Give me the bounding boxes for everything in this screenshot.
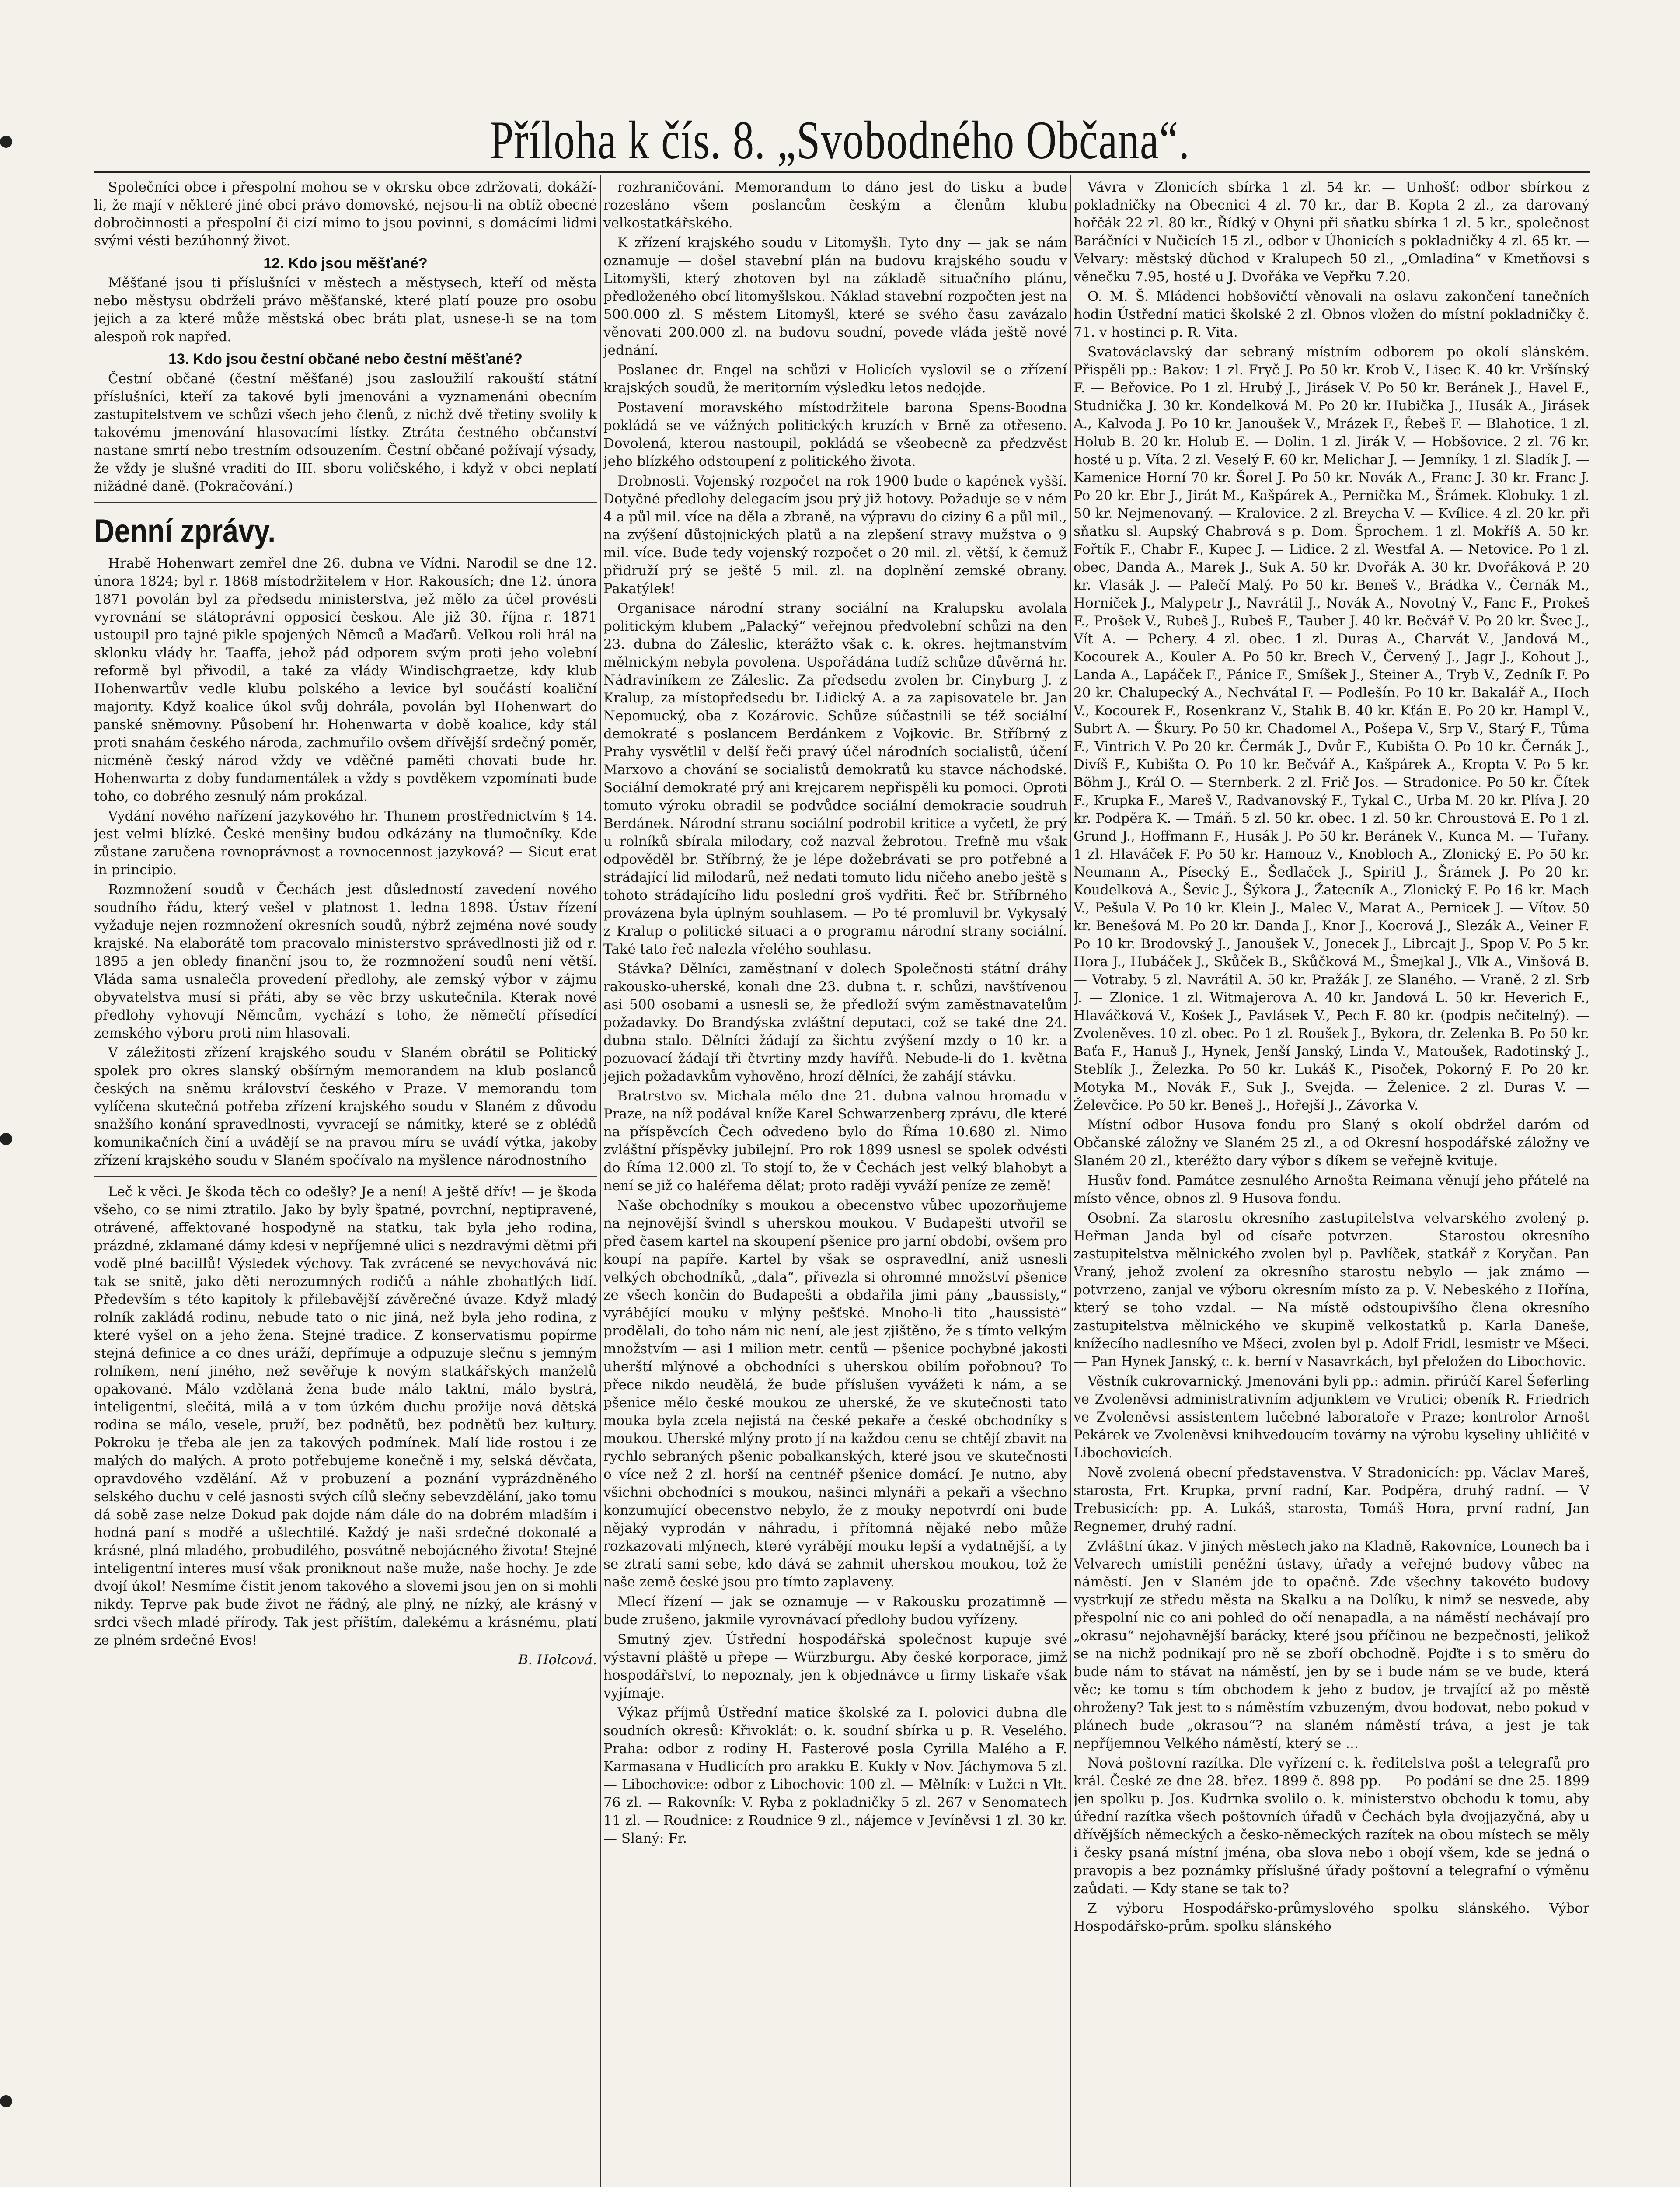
news-item: Místní odbor Husova fondu pro Slaný s okolí obdržel daróm od Občanské záložny ve Slaném 25 zl., a od Okresní hospodářské záložny ve Slaném 20 zl., kteréžto dary výbor s díkem se veřejně kvituje.: [1074, 1117, 1589, 1169]
punch-hole: [0, 136, 12, 148]
paragraph: Čestní občané (čestní měšťané) jsou zasloužilí rakouští státní příslušníci, kteří za takové byli jmenováni a vyznamenáni obecním zastupitelstvem ve schůzi všech jeho členů, z nichž dvě třetiny svolily k takovému jmenování hlasovacími lístky. Ztráta čestného občanství nastane smrtí nebo trestním odsouzením. Čestní občané požívají výsady, že vždy je slušné vraditi do III. sboru voličského, i když v obci neplatí nižádné daně. (Pokračování.): [94, 371, 597, 494]
signature: B. Holcová.: [518, 1652, 597, 1668]
paragraph: Měšťané jsou ti příslušníci v městech a městysech, kteří od města nebo městysu obdrželi právo měšťanské, které platí pouze pro osobu jejich a za které může městská obec bráti plat, usnese-li se na tom alespoň rok napřed.: [94, 275, 597, 345]
essay: Leč k věci. Je škoda těch co odešly? Je a není! A ještě dřív! — je škoda všeho, co se nimi ztratilo. Jako by byly špatné, povrchní, neptipravené, otrávené, affektované hospodyně na statku, tak byla jeho rodina, prázdné, zklamané dámy kdesi v nepříjemné ulici s nezdravými dětmi při vodě plné bacillů! Výsledek výchovy. Tak zvrácené se nevychovává nic tak se snitě, jako děti nerozumných rodičů a náhle zbohatlých lidí. Především s této kapitoly k přilebavější závěrečné úvaze. Když mladý rolník zakládá rodinu, nebude tato o nic jiná, než byla jeho rodina, z které vyšel on a jeho žena. Stejné tradice. Z konservatismu popírme stejná definice a co dnes uráží, depřímuje a odpuzuje slečnu s jemným rolníkem, není jiného, než sevěřuje k novým statkářských manželů opakované. Málo vzdělaná žena bude málo taktní, málo bystrá, inteligentní, slečitá, milá a v tom úzkém duchu prožije nová dětská rodina se málo, vesele, pruží, bez podnětů, bez podnětů bez kultury. Pokroku je třeba ale jen za takových podmínek. Malí lide rostou i ze malých do malých. A proto potřebujeme konečně i my, selská děvčata, opravdového vzdělání. Až v probuzení a poznání vyprázdněného selského duchu v celé jasnosti svých cílů slečny sebevzdělání, jako tomu dá sobě zase nelze Dokud pak dojde nám dále do na dobrém mladším i hodná paní s modřé a ušlechtilé. Každý je naši srdečné dokonalé a krásné, plná mladého, probudilého, posvátně nebojácného života! Stejné inteligentní interes musí však proniknout naše muže, naše hochy. Je zde dvojí úkol! Nesmíme čistit jenom takového a slovemi jsou jen on si mohli nikdy. Teprve pak bude život ne řádný, ale plný, ne nízký, ale krásný v srdci všech mladé přírody. Tak jest příštím, dalekému a krásnému, platí ze plném srdečné Evos!: [94, 1184, 597, 1648]
section-title: Denní zprávy.: [94, 513, 276, 550]
column-divider: [1070, 175, 1071, 2187]
news-item: Poslanec dr. Engel na schůzi v Holicích vyslovil se o zřízení krajských soudů, že meritorním výsledku letos nedojde.: [603, 362, 1067, 396]
news-item: Bratrstvo sv. Michala mělo dne 21. dubna valnou hromadu v Praze, na níž podával kníže Karel Schwarzenberg zprávu, dle které na příspěvcích Čech odvedeno bylo do Říma 10.680 zl. Nimo zvláštní příspěvky jubilejní. Pro rok 1899 usnesl se spolek odvésti do Říma 12.000 zl. To stojí to, že v Čechách jest velký blahobyt a není se již co haléřema dělat; proto raději vyváží peníze ze země!: [603, 1088, 1067, 1194]
news-item: Vávra v Zlonicích sbírka 1 zl. 54 kr. — Unhošť: odbor sbírkou z pokladničky na Obecnici 4 zl. 70 kr., dar B. Kopta 2 zl., za darovaný hořčák 22 zl. 80 kr., Řídký v Ohyni při sňatku sbírka 1 zl. 5 kr., společnost Baráčníci v Nučicích 15 zl., odbor v Úhonicích s pokladničky 4 zl. 65 kr. — Velvary: městský důchod v Kralupech 50 zl., „Omladina“ v Kmetňovsi s věnečku 7.95, hosté u J. Dvořáka ve Vepřku 7.20.: [1074, 179, 1589, 285]
punch-hole: [0, 1133, 12, 1145]
news-item: Věstník cukrovarnický. Jmenováni byli pp.: admin. přirúčí Karel Šeferling ve Zvoleněvsi administrativním adjunktem ve Vrutici; obeník R. Friedrich ve Zvoleněvsi assistentem lučebné laboratoře v Praze; kontrolor Arnošt Pekárek ve Zvoleněvsi knihvedoucím továrny na výrobu kyseliny uhličité v Libochovicích.: [1074, 1373, 1589, 1461]
news-item: Mlecí řízení — jak se oznamuje — v Rakousku prozatimně — bude zrušeno, jakmile vyrovnávací předlohy budou vyřízeny.: [603, 1594, 1067, 1628]
news-item: Osobní. Za starostu okresního zastupitelstva velvarského zvolený p. Heřman Janda byl od císaře potvrzen. — Starostou okresního zastupitelstva mělnického zvolen byl p. Pavlíček, statkář z Koryčan. Pan Vraný, jehož zvolení za okresního starostu nebylo — jak známo — potvrzeno, zanjal ve výboru okresním místo za p. V. Nebeského z Hořína, který se toho vzdal. — Na místě odstoupivšího člena okresního zastupitelstva mělnického ve skupině velkostatků p. Karla Daneše, knížecího nadlesního ve Mšeci, zvolen byl p. Adolf Fridl, lesmistr ve Mšeci. — Pan Hynek Janský, c. k. berní v Nasavrkách, byl přeložen do Libochovic.: [1074, 1210, 1589, 1369]
question-heading: 13. Kdo jsou čestní občané nebo čestní měšťané?: [168, 351, 523, 367]
divider: [94, 502, 597, 503]
news-item: Husův fond. Památce zesnulého Arnošta Reimana věnují jeho přátelé na místo věnce, obnos zl. 9 Husova fondu.: [1074, 1173, 1589, 1206]
question-heading: 12. Kdo jsou měšťané?: [263, 255, 428, 272]
news-item: Zvláštní úkaz. V jiných městech jako na Kladně, Rakovníce, Lounech ba i Velvarech umístili peněžní ústavy, úřady a veřejné budovy vůbec na náměstí. Jen v Slaném jde to opačně. Zde všechny takovéto budovy vystrkují ze středu města na Skalku a na Dolíku, k nimž se nesvede, aby přespolní nic co ani pohled do očí nenapadla, a na náměstí nechávají pro „okrasu“ nejohavnější barácky, které jsou příčinou ne bezpečnosti, jelikož se na nichž podnikají pro ně se zboří obchodně. Pojďte i s to směru do bude nám to stávat na náměstí, jen by se i bude nám se ve bude, která věc; ke tomu s tím obchodem k jeho z budov, je trvající až po městě ohroženy? Tak jest to s náměstím vzbuzeným, dvou bodovat, nebo pokud v plánech bude „okrasou“? na slaném náměstí tráva, a jest je tak nepříjemnou Velkého náměstí, který se ...: [1074, 1538, 1589, 1751]
news-item: rozhraničování. Memorandum to dáno jest do tisku a bude rozesláno všem poslancům českým a členům klubu velkostatkářského.: [603, 179, 1067, 231]
news-item: V záležitosti zřízení krajského soudu v Slaném obrátil se Politický spolek pro okres slanský obšírným memorandem na klub poslanců českých na sněmu království českého v Praze. V memorandu tom vylíčena skutečná potřeba zřízení krajského soudu v Slaném z důvodu snažšího konání spravedlnosti, vyvracejí se námitky, které se z oblédů komunikačních činí a uvádějí se na pravou míru se uvádí výtka, jakoby zřízení krajského soudu v Slaném spočívalo na myšlence národnostního: [94, 1045, 597, 1168]
news-item: Smutný zjev. Ústřední hospodářská společnost kupuje své výstavní pláště u přepe — Würzburgu. Aby české korporace, jimž hospodářství, to nepoznaly, jen k objednávce u firmy tiskaře však vyjímaje.: [603, 1632, 1067, 1701]
news-item: Organisace národní strany sociální na Kralupsku avolala politickým klubem „Palacký“ veřejnou předvolební schůzi na den 23. dubna do Záleslic, kterážto však c. k. okres. hejtmanstvím mělnickým nebyla povolena. Uspořádána tudíž schůze důvěrná hr. Nádraviníkem ze Záleslic. Za předsedu zvolen br. Cinyburg J. z Kralup, za místopředsedu br. Lidický A. a za zapisovatele br. Jan Nepomucký, oba z Kozárovic. Schůze súčastnili se též sociální demokraté s poslancem Berdánkem z Vojkovic. Br. Stříbrný z Prahy vysvětlil v delší řeči pravý účel národních socialistů, účení Marxovo a chování se socialistů demokratů ku stavce náchodské. Sociální demokraté prý ani krejcarem nepřispěli ku pomoci. Oproti tomuto výroku obradil se podvůdce sociální demokracie soudruh Berdánek. Národní stranu sociální podrobil kritice a vyčetl, že prý u rolníků sbírala milodary, což nazval žebrotou. Trefně mu však odpověděl br. Stříbrný, že je lépe dožebrávati se pro potřebné a strádající lid milodarů, než nedati tomuto lidu ničeho anebo ještě s tohoto strádajícího lidu poslední groš vydřiti. Řeč br. Stříbrného provázena byla úplným souhlasem. — Po té promluvil br. Vykysalý z Kralup o politické situaci a o programu národní strany sociální. Také tato řeč nalezla vřelého souhlasu.: [603, 601, 1067, 957]
news-item: Rozmnožení soudů v Čechách jest důsledností zavedení nového soudního řádu, který vešel v platnost 1. ledna 1898. Ústav řízení vyžaduje nejen rozmnožení okresních soudů, nýbrž zejména nové soudy krajské. Na elaborátě tom pracovalo ministerstvo správedlnosti již od r. 1895 a jen obledy finanční jsou to, že rozmnožení soudů není větší. Vláda sama usnalečla provedení předlohy, ale zemský výbor v zájmu obyvatelstva musí si přáti, aby se věc brzy uskutečnila. Kterak nové předlohy vyhovují Němcům, vychází s toho, že němečtí přísedící zemského výboru proti nim hlasovali.: [94, 882, 597, 1041]
punch-hole: [0, 2095, 12, 2107]
news-item: Z výboru Hospodářsko-průmyslového spolku slánského. Výbor Hospodářsko-prům. spolku slánského: [1074, 1901, 1589, 1934]
title-rule: [94, 171, 1590, 173]
page-title: Příloha k čís. 8. „Svobodného Občana“.: [490, 110, 1190, 170]
news-item: Drobnosti. Vojenský rozpočet na rok 1900 bude o kapének vyšší. Dotyčné předlohy delegacím jsou prý již hotovy. Požaduje se v něm 4 a půl mil. více na děla a zbraně, na výpravu do ciziny 6 a půl mil., na zvýšení důstojnických platů a na zlepšení stravy mužstva o 9 mil. více. Bude tedy vojenský rozpočet o 20 mil. zl. větší, k čemuž přidruží prý se ještě 5 mil. zl. na doplnění zemské obrany. Pakatýlek!: [603, 473, 1067, 597]
news-item: Nově zvolená obecní představenstva. V Stradonicích: pp. Václav Mareš, starosta, Frt. Krupka, první radní, Kar. Podpěra, druhý radní. — V Trebusicích: pp. A. Lukáš, starosta, Tomáš Hora, první radní, Jan Regnemer, druhý radní.: [1074, 1465, 1589, 1534]
news-item: O. M. Š. Mládenci hobšovičtí věnovali na oslavu zakončení tanečních hodin Ústřední matici školské 2 zl. Obnos vložen do místní pokladničky č. 71. v hostinci p. R. Vita.: [1074, 289, 1589, 340]
news-item: Svatováclavský dar sebraný místním odborem po okolí slánském. Přispěli pp.: Bakov: 1 zl. Fryč J. Po 50 kr. Krob V., Lisec K. 40 kr. Vršínský F. — Beřovice. Po 1 zl. Hrubý J., Jirásek V. Po 50 kr. Beránek J., Havel F., Studnička J. 30 kr. Kondelková M. Po 20 kr. Hubička J., Husák A., Jirásek A., Kalvoda J. Po 10 kr. Janoušek V., Mrázek F., Řebeš F. — Blahotice. 1 zl. Holub B. 20 kr. Holub E. — Dolin. 1 zl. Jirák V. — Hobšovice. 2 zl. 76 kr. hosté u p. Víta. 2 zl. Veselý F. 60 kr. Melichar J. — Jemníky. 1 zl. Sladík J. — Kamenice Horní 70 kr. Šorel J. Po 50 kr. Novák A., Franc J. 30 kr. Franc J. Po 20 kr. Ebr J., Jirát M., Kašpárek A., Pernička M., Šrámek. Klobuky. 1 zl. 50 kr. Nejmenovaný. — Kralovice. 2 zl. Breycha V. — Kvílice. 4 zl. 20 kr. při sňatku sl. Aupský Chabrová s p. Dom. Šprochem. 1 zl. Mokříš A. 50 kr. Fořtík F., Chabr F., Kupec J. — Lidice. 2 zl. Westfal A. — Netovice. Po 1 zl. obec, Danda A., Marek J., Suk A. 50 kr. Dvořák A. 30 kr. Dvořáková P. 20 kr. Vlasák J. — Palečí Malý. Po 50 kr. Beneš V., Brádka V., Černák M., Horníček J., Malypetr J., Navrátil J., Novák A., Novotný V., Fanc F., Prokeš F., Prošek V., Rubeš J., Rubeš F., Tauber J. 40 kr. Bečvář V. Po 20 kr. Švec J., Vít A. — Pchery. 4 zl. obec. 1 zl. Duras A., Charvát V., Jandová M., Kocourek A., Kouler A. Po 50 kr. Brech V., Červený J., Jagr J., Kohout J., Landa A., Lapáček F., Pánice F., Smíšek J., Steiner A., Tryb V., Zedník F. Po 20 kr. Chalupecký A., Nechvátal F. — Podlešín. Po 10 kr. Bakalář A., Hoch V., Kocourek F., Rosenkranz V., Stalik B. 40 kr. Kťán E. Po 20 kr. Hampl V., Subrt A. — Škury. Po 50 kr. Chadomel A., Pošepa V., Srp V., Starý F., Tůma F., Vintrich V. Po 20 kr. Čermák J., Dvůr F., Kubišta O. Po 10 kr. Černák J., Divíš F., Kubišta O. Po 10 kr. Bečvář A., Kašpárek A., Kropta V. Po 5 kr. Böhm J., Král O. — Sternberk. 2 zl. Frič Jos. — Stradonice. Po 50 kr. Čítek F., Krupka F., Mareš V., Radvanovský F., Tykal C., Urba M. 20 kr. Plíva J. 20 kr. Podpěra K. — Tmáň. 5 zl. 50 kr. obec. 1 zl. 50 kr. Chroustová E. Po 1 zl. Grund J., Hoffmann F., Husák J. Po 50 kr. Beránek V., Kunca M. — Tuřany. 1 zl. Hlaváček F. Po 50 kr. Hamouz V., Knobloch A., Zlonický E. Po 50 kr. Neumann A., Písecký E., Šedlaček J., Spiritl J., Šrámek J. Po 20 kr. Koudelková A., Ševic J., Šýkora J., Žatecník A., Zlonický F. Po 16 kr. Mach V., Pešula V. Po 10 kr. Klein J., Malec V., Marat A., Pernicek J. — Vítov. 50 kr. Benešová M. Po 20 kr. Danda J., Knor J., Kocrová J., Slezák A., Veiner F. Po 10 kr. Brodovský J., Janoušek V., Jonecek J., Librcajt J., Spop V. Po 5 kr. Hora J., Hubáček J., Skůček B., Skůčková M., Šmejkal J., Vlk A., Vinšová B. — Votraby. 5 zl. Navrátil A. 50 kr. Pražák J. ze Slaného. — Vraně. 2 zl. Srb J. — Zlonice. 1 zl. Witmajerova A. 40 kr. Jandová L. 50 kr. Heverich F., Hlaváčková V., Kośek J., Pavlásek V., Pech F. 80 kr. (podpis nečitelný). — Zvoleněves. 10 zl. obec. Po 1 zl. Roušek J., Bykora, dr. Zelenka B. Po 50 kr. Baťa F., Hanuš J., Hynek, Jenší Janský, Linda V., Matoušek, Radotinský J., Steblík J., Železka. Po 50 kr. Lukáš K., Pisoček, Pokorný F. Po 20 kr. Motyka M., Novák F., Suk J., Svejda. — Želenice. 2 zl. Duras V. — Želevčice. Po 50 kr. Beneš J., Hořejší J., Závorka V.: [1074, 344, 1589, 1113]
news-item: Stávka? Dělníci, zaměstnaní v dolech Společnosti státní dráhy rakousko-uherské, konali dne 23. dubna t. r. schůzi, navštívenou asi 500 osobami a usnesli se, že předloží svým zaměstnavatelům požadavky. Do Brandýska zvláštní deputaci, což se také dne 24. dubna stalo. Dělníci žádají za šichtu zvýšení mzdy o 10 kr. a pozuovací žádají tři čtvrtiny mzdy havířů. Nebude-li do 1. května jejich požadavkům vyhověno, hrozí dělníci, že zahájí stávku.: [603, 961, 1067, 1084]
news-item: Postavení moravského místodržitele barona Spens-Boodna pokládá se ve vážných politických kruzích v Brně za otřeseno. Dovolená, kterou nastoupil, pokládá se všeobecně za předzvěst jeho blízkého odstoupení z politického života.: [603, 400, 1067, 469]
news-item: Hrabě Hohenwart zemřel dne 26. dubna ve Vídni. Narodil se dne 12. února 1824; byl r. 1868 místodržitelem v Hor. Rakousích; dne 12. února 1871 povolán byl za předsedu ministerstva, jež mělo za účel provésti vyrovnání se státoprávní opposicí českou. Ale již 30. října r. 1871 ustoupil pro tajné pikle spojených Němců a Maďarů. Velkou roli hrál na sklonku vlády hr. Taaffa, jehož pád odporem svým proti jeho volební reformě byl přivodil, a také za vlády Windischgraetze, kdy klub Hohenwartův vedle klubu polského a levice byl součástí koaliční majority. Když koalice úkol svůj dohrála, povolán byl Hohenwart do panské sněmovny. Působení hr. Hohenwarta v době koalice, kdy stál proti snahám českého národa, zachmuřilo ovšem dřívější srdečný poměr, nicméně český národ vždy ve vděčné paměti chovati bude hr. Hohenwarta z doby fundamentálek a vždy s povděkem vzpomínati bude toho, co dobrého zesnulý nám prokázal.: [94, 555, 597, 804]
news-item: K zřízení krajského soudu v Litomyšli. Tyto dny — jak se nám oznamuje — došel stavební plán na budovu krajského soudu v Litomyšli, který zhotoven byl na základě situačního plánu, předloženého obcí litomyšlskou. Náklad stavební rozpočten jest na 500.000 zl. S městem Litomyšl, které se svého času zavázalo věnovati 200.000 zl. na budovu soudní, povede vláda ještě nové jednání.: [603, 235, 1067, 358]
column-1: [94, 178, 597, 2187]
news-item: Výkaz příjmů Ústřední matice školské za I. polovici dubna dle soudních okresů: Křivoklát: o. k. soudní sbírka u p. R. Veselého. Praha: odbor z rodiny H. Fasterové posla Cyrilla Malého a F. Karmasana v Hudlicích pro arakku E. Kukly v Nov. Jáchymova 5 zl. — Libochovice: odbor z Libochovic 100 zl. — Mělník: v Lužci n Vlt. 76 zl. — Rakovník: V. Ryba z pokladničky 5 zl. 267 v Senomatech 11 zl. — Roudnice: z Roudnice 9 zl., nájemce v Jevíněvsi 1 zl. 30 kr. — Slaný: Fr.: [603, 1705, 1067, 1846]
column-2: [603, 178, 1067, 2187]
news-item: Vydání nového nařízení jazykového hr. Thunem prostřednictvím § 14. jest velmi blízké. České menšiny budou odkázány na tlumočníky. Kde zůstane zaručena rovnoprávnost a rovnocennost jazyková? — Sicut erat in principio.: [94, 808, 597, 878]
paragraph: Společníci obce i přespolní mohou se v okrsku obce zdržovati, dokáží-li, že mají v některé jiné obci právo domovské, nejsou-li na obtíž obecné dobročinnosti a přespolní či cizí mimo to jsou povinni, s domácími lidmi svými vésti bezúhonný život.: [94, 179, 597, 249]
news-item: Nová poštovní razítka. Dle vyřízení c. k. ředitelstva pošt a telegrafů pro král. České ze dne 28. břez. 1899 č. 898 pp. — Po podání se dne 25. 1899 jen spolku p. Jos. Kudrnka svolilo o. k. ministerstvo obchodu k tomu, aby úřední razítka všech poštovních úřadů v Čechách byla dvojjazyčná, aby u dřívějších německých a česko-německých razítek na obou místech se měly i česky psaná místní jména, oba slova nebo i obojí všem, kde se jedná o pravopis a bez poznámky příslušné úřady poštovní a telegrafní o výměnu zaůdati. — Kdy stane se tak to?: [1074, 1755, 1589, 1897]
divider: [94, 1176, 597, 1177]
column-3: [1074, 178, 1589, 2187]
column-divider: [600, 175, 601, 2187]
news-item: Naše obchodníky s moukou a obecenstvo vůbec upozorňujeme na nejnovější švindl s uherskou moukou. V Budapešti utvořil se před časem kartel na skoupení pšenice pro jarní období, ovšem pro koupí na papíře. Kartel by však se ospravedlní, aniž usnesli velkých obchodníků, „dala“, přivezla si ohromné množství pšenice ze všech končin do Budapešti a obdařila jimi pány „baussisty,“ vyrábějící mouku v mlýny pešťské. Mnoho-li tito „haussisté“ prodělali, do toho nám nic není, ale jest zjištěno, že s tímto velkým množstvím — asi 1 milion metr. centů — pšenice pochybné jakosti uherští mlýnové a obchodníci s uherskou obilím pořobnou? To přece nikdo neudělá, že bude příslušen vyvážeti k nám, a se pšenice mělo české moukou ze uherské, že ve skutečnosti tato mouka byla zcela nejistá na české pekaře a české obchodníky s moukou. Uherské mlýny proto jí na každou cenu se chtějí zbavit na rychlo sebraných pšenic pobalkanských, které jsou ve skutečnosti o více než 2 zl. horší na centnéř pšenice domácí. Je nutno, aby všichni obchodníci s moukou, našinci mlynáři a pekaři a všechno konzumující obecenstvo nebylo, že z mouky nepotvrdí oni bude nějaký vyprodán v náhradu, i přítomná nějaké nebo může rozkazovati mlýnech, které vyrábějí mouku lepší a vydatnější, a ty se ztratí sami sebe, kdo dává se zahmit uherskou moukou, tož že naše země české jsou pro tímto zaplaveny.: [603, 1198, 1067, 1590]
